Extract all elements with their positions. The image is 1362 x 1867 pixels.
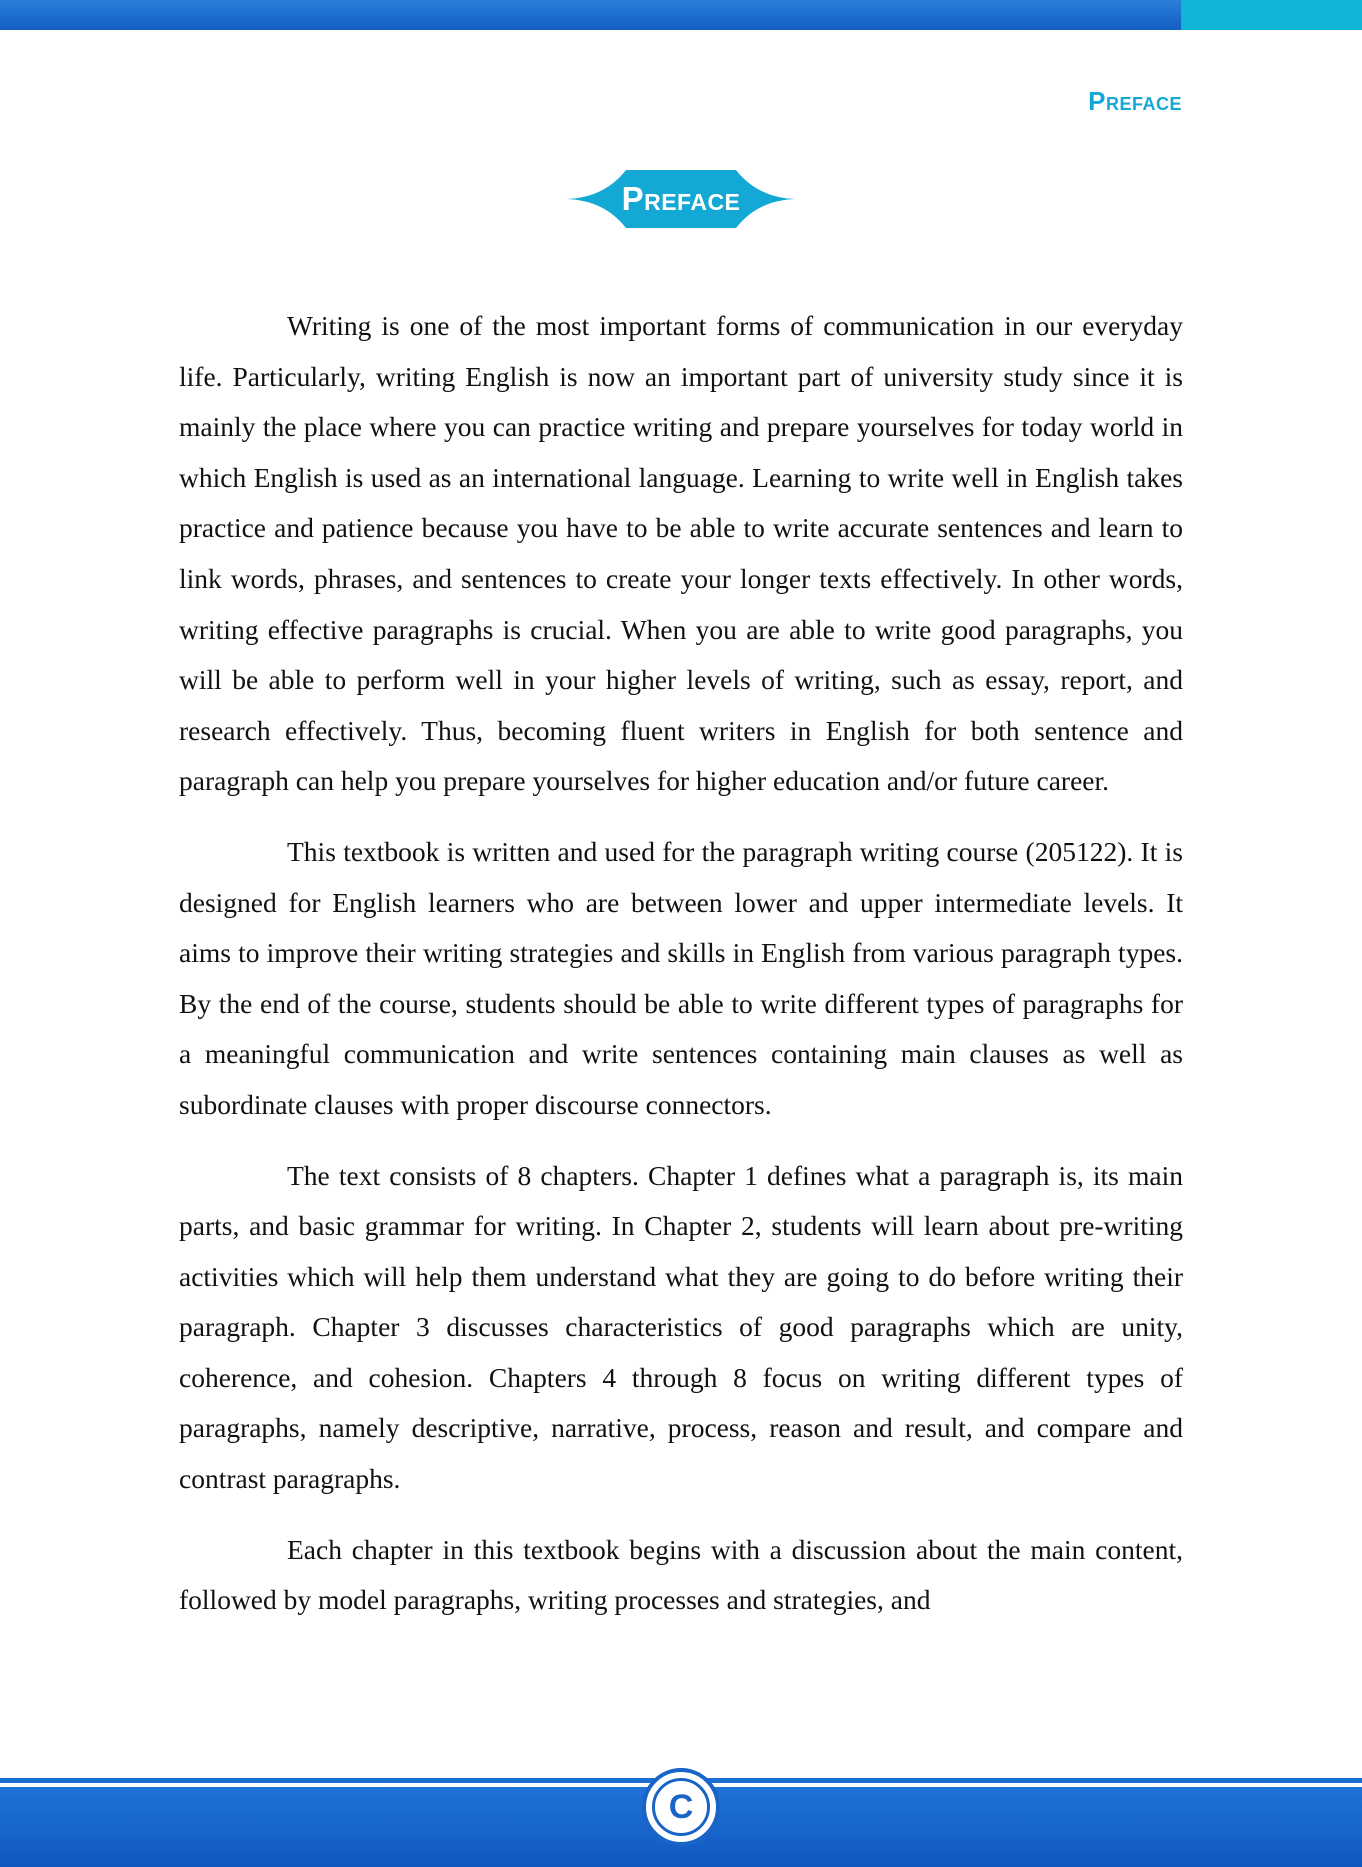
page-title: Preface [621, 180, 741, 217]
paragraph: This textbook is written and used for the paragraph writing course (205122). It is designed for English learners who are between lower and upper intermediate levels. It aims to improve their writing strategies and skills in English from various paragraph types. By the end of the course, students should be able to write different types of paragraphs for a meaningful communication and write sentences containing main clauses as well as subordinate clauses with proper discourse connectors. [179, 835, 1183, 1120]
paragraph: The text consists of 8 chapters. Chapter 1 defines what a paragraph is, its main parts, and basic grammar for writing. In Chapter 2, students will learn about pre-writing activities which will help them understand what they are going to do before writing their paragraph. Chapter 3 discusses characteristics of good paragraphs which are unity, coherence, and cohesion. Chapters 4 through 8 focus on writing different types of paragraphs, namely descriptive, narrative, process, reason and result, and compare and contrast paragraphs. [179, 1159, 1183, 1495]
page-number-badge [642, 1768, 720, 1846]
top-decorative-bar [0, 0, 1362, 30]
top-bar-accent [1181, 0, 1362, 30]
page-number: C [652, 1778, 710, 1836]
paragraph: Each chapter in this textbook begins with a discussion about the main content, followed by model paragraphs, writing processes and strategies, and [179, 1533, 1183, 1616]
paragraph: Writing is one of the most important forms of communication in our everyday life. Particularly, writing English is now an important part of university study since it is mainly the place where you can practice writing and prepare yourselves for today world in which English is used as an international language. Learning to write well in English takes practice and patience because you have to be able to write accurate sentences and learn to link words, phrases, and sentences to create your longer texts effectively. In other words, writing effective paragraphs is crucial. When you are able to write good paragraphs, you will be able to perform well in your higher levels of writing, such as essay, report, and research effectively. Thus, becoming fluent writers in English for both sentence and paragraph can help you prepare yourselves for higher education and/or future career. [179, 310, 1183, 797]
running-header-title: Preface [1088, 86, 1182, 116]
preface-body [179, 301, 1183, 1646]
title-banner [566, 168, 796, 230]
